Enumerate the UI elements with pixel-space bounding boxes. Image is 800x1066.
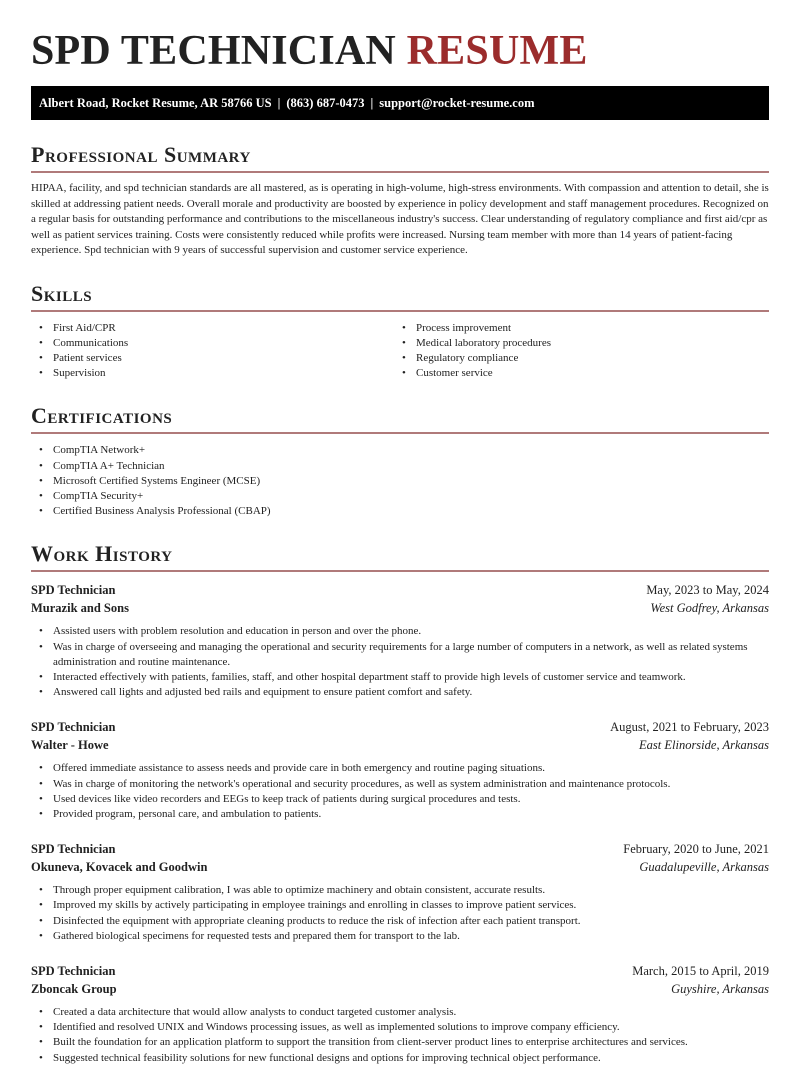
job-bullets	[31, 1005, 769, 1066]
job-title: SPD Technician	[31, 583, 116, 598]
skill-item: • Process improvement	[394, 321, 757, 336]
job-bullet: • Disinfected the equipment with appropriate cleaning products to reduce the risk of infection after each patient transport.	[31, 914, 769, 929]
job-bullet: • Was in charge of monitoring the network's operational and security procedures, as well as system administration and maintenance protocols.	[31, 777, 769, 792]
job-dates: February, 2020 to June, 2021	[623, 842, 769, 857]
job-entry	[31, 962, 769, 1066]
skill-item: • Regulatory compliance	[394, 351, 757, 366]
certification-item: • Microsoft Certified Systems Engineer (MCSE)	[31, 474, 769, 489]
certification-item: • Certified Business Analysis Professional (CBAP)	[31, 504, 769, 519]
job-entry	[31, 718, 769, 822]
job-entry	[31, 581, 769, 700]
certification-item: • CompTIA A+ Technician	[31, 459, 769, 474]
job-company: Walter - Howe	[31, 738, 109, 753]
job-bullet: • Was in charge of overseeing and managing the operational and security requirements for a large number of computers in a network, as well as related systems administration and routine maintenance.	[31, 640, 769, 670]
job-bullets	[31, 624, 769, 700]
job-location: Guadalupeville, Arkansas	[639, 860, 769, 875]
job-company: Okuneva, Kovacek and Goodwin	[31, 860, 208, 875]
job-bullets	[31, 761, 769, 822]
contact-bar	[31, 86, 769, 120]
job-dates: March, 2015 to April, 2019	[632, 963, 769, 978]
skills-list-left	[31, 321, 394, 382]
separator: |	[277, 96, 281, 110]
section-heading: Work History	[31, 541, 769, 572]
skill-item: • Supervision	[31, 366, 394, 381]
job-bullet: • Identified and resolved UNIX and Windows processing issues, as well as implemented solutions to improve company efficiency.	[31, 1020, 769, 1035]
summary-text: HIPAA, facility, and spd technician standards are all mastered, as is operating in high-volume, high-stress environments. With compassion and attention to detail, she is skilled at addressing patient needs. Overall morale and productivity are boosted by experience in policy development and staff management procedures. Recognized on a regular basis for outstanding performance and contributions to the miscellaneous industry's success. Clear understanding of regulatory compliance and first aid/cpr as well as patient services training. Costs were consistently reduced while profits were increased. Nursing team member with more than 14 years of patient-facing experience. Spd technician with 9 years of successful supervision and customer service experience.	[31, 182, 769, 256]
job-company-row	[31, 980, 769, 998]
job-dates: May, 2023 to May, 2024	[646, 583, 769, 598]
job-bullet: • Interacted effectively with patients, families, staff, and other hospital department staff to provide high levels of customer service and teamwork.	[31, 670, 769, 685]
job-company-row	[31, 599, 769, 617]
job-company: Murazik and Sons	[31, 601, 129, 616]
job-bullet: • Assisted users with problem resolution and education in person and over the phone.	[31, 624, 769, 639]
section-heading: Professional Summary	[31, 142, 769, 173]
job-location: Guyshire, Arkansas	[671, 981, 769, 996]
job-location: East Elinorside, Arkansas	[639, 738, 769, 753]
job-company-row	[31, 858, 769, 876]
separator: |	[370, 96, 374, 110]
summary-section	[31, 142, 769, 259]
job-bullet: • Provided program, personal care, and ambulation to patients.	[31, 807, 769, 822]
section-heading: Certifications	[31, 403, 769, 434]
skills-list-right	[394, 321, 757, 382]
section-heading: Skills	[31, 281, 769, 312]
job-title: SPD Technician	[31, 842, 116, 857]
job-header-row	[31, 962, 769, 980]
contact-email[interactable]: support@rocket-resume.com	[379, 96, 535, 110]
job-title: SPD Technician	[31, 963, 116, 978]
certifications-list	[31, 443, 769, 519]
job-bullet: • Created a data architecture that would allow analysts to conduct targeted customer analysis.	[31, 1005, 769, 1020]
certification-item: • CompTIA Security+	[31, 489, 769, 504]
job-bullet: • Suggested technical feasibility solutions for new functional designs and options for improving technical object performance.	[31, 1051, 769, 1066]
certification-item: • CompTIA Network+	[31, 443, 769, 458]
title-accent: RESUME	[406, 28, 588, 74]
job-bullets	[31, 883, 769, 944]
job-bullet: • Through proper equipment calibration, I was able to optimize machinery and obtain consistent, accurate results.	[31, 883, 769, 898]
job-entry	[31, 840, 769, 944]
contact-phone: (863) 687-0473	[286, 96, 365, 110]
resume-title	[31, 28, 769, 74]
certifications-section	[31, 403, 769, 519]
skill-item: • Communications	[31, 336, 394, 351]
job-bullet: • Answered call lights and adjusted bed rails and equipment to ensure patient comfort and safety.	[31, 685, 769, 700]
job-company: Zboncak Group	[31, 981, 117, 996]
skill-item: • Customer service	[394, 366, 757, 381]
title-main: SPD TECHNICIAN	[31, 28, 396, 74]
skills-section	[31, 281, 769, 382]
jobs-list	[31, 581, 769, 1065]
job-bullet: • Built the foundation for an application platform to support the transition from client-server product lines to enterprise architectures and services.	[31, 1035, 769, 1050]
contact-address: Albert Road, Rocket Resume, AR 58766 US	[39, 96, 272, 110]
job-bullet: • Gathered biological specimens for requested tests and prepared them for transport to the lab.	[31, 929, 769, 944]
job-bullet: • Offered immediate assistance to assess needs and provide care in both emergency and routine paging situations.	[31, 761, 769, 776]
job-location: West Godfrey, Arkansas	[650, 601, 769, 616]
skill-item: • Patient services	[31, 351, 394, 366]
skill-item: • Medical laboratory procedures	[394, 336, 757, 351]
job-company-row	[31, 736, 769, 754]
job-bullet: • Improved my skills by actively participating in employee trainings and enrolling in classes to improve patient services.	[31, 898, 769, 913]
job-header-row	[31, 581, 769, 599]
job-dates: August, 2021 to February, 2023	[610, 720, 769, 735]
job-header-row	[31, 840, 769, 858]
job-header-row	[31, 718, 769, 736]
job-title: SPD Technician	[31, 720, 116, 735]
work-history-section	[31, 541, 769, 1065]
job-bullet: • Used devices like video recorders and EEGs to keep track of patients during surgical procedures and tests.	[31, 792, 769, 807]
skill-item: • First Aid/CPR	[31, 321, 394, 336]
